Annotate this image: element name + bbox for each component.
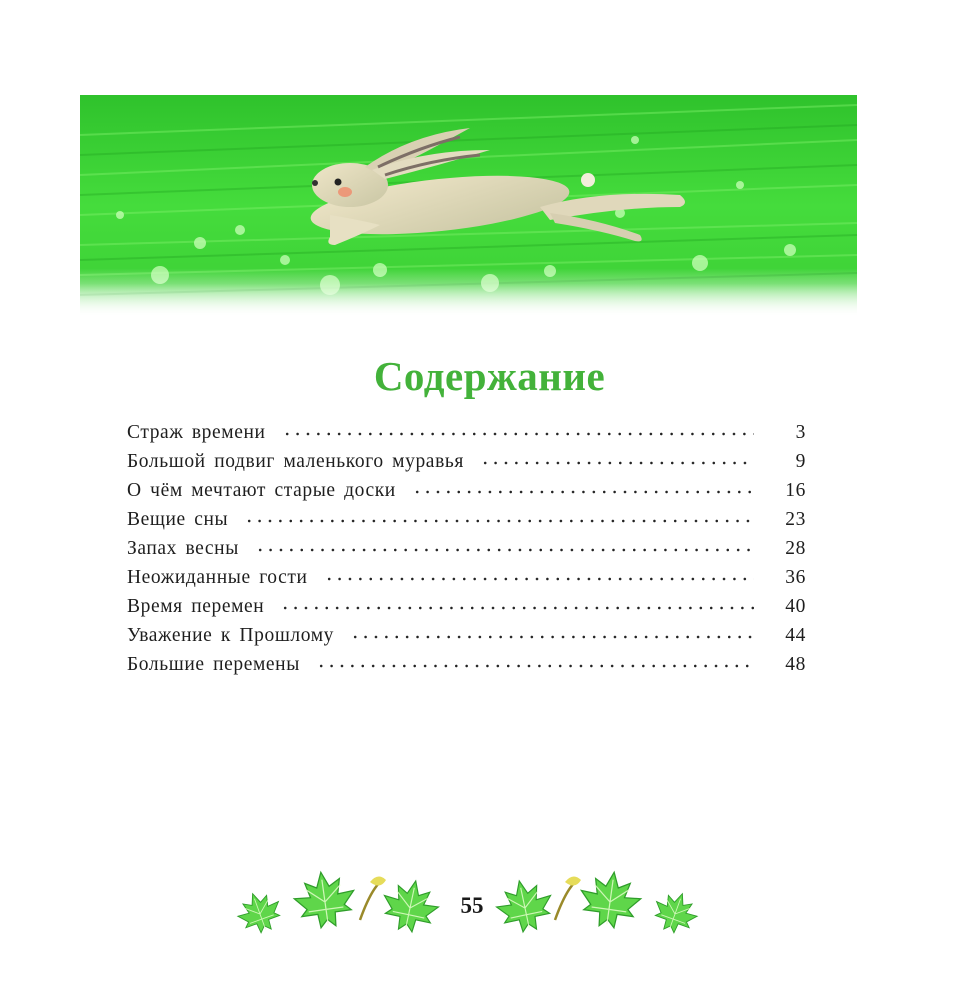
toc-entry[interactable] [127, 621, 806, 650]
toc-entry-title: Время перемен [127, 595, 265, 617]
toc-entry-page: 36 [785, 566, 806, 588]
toc-entry-title: О чём мечтают старые доски [127, 479, 396, 501]
toc-entry-title: Большой подвиг маленького муравья [127, 450, 464, 472]
dot-leader [350, 621, 754, 641]
running-hare-illustration-icon [80, 95, 857, 317]
toc-entry-page: 44 [785, 624, 806, 646]
dot-leader [324, 563, 754, 583]
dot-leader [255, 534, 754, 554]
toc-entry[interactable] [127, 592, 806, 621]
toc-entry-page: 16 [785, 479, 806, 501]
toc-entry-page: 23 [785, 508, 806, 530]
page-number: 55 [460, 893, 484, 918]
toc-entry[interactable] [127, 563, 806, 592]
dot-leader [280, 592, 754, 612]
banner-illustration [80, 95, 857, 317]
toc-entry-title: Запах весны [127, 537, 239, 559]
toc-entry[interactable] [127, 505, 806, 534]
toc-entry-page: 3 [795, 421, 806, 443]
dot-leader [282, 418, 754, 438]
toc-entry-title: Неожиданные гости [127, 566, 308, 588]
toc-entry[interactable] [127, 650, 806, 679]
dot-leader [480, 447, 754, 467]
toc-entry-title: Большие перемены [127, 653, 300, 675]
toc-entry-page: 48 [785, 653, 806, 675]
toc-entry-page: 28 [785, 537, 806, 559]
toc-entry-title: Страж времени [127, 421, 266, 443]
toc-entry-title: Вещие сны [127, 508, 229, 530]
toc-entry-title: Уважение к Прошлому [127, 624, 335, 646]
page-title: Содержание [373, 353, 606, 399]
toc-entry-page: 9 [795, 450, 806, 472]
dot-leader [244, 505, 754, 525]
toc-entry[interactable] [127, 476, 806, 505]
dot-leader [316, 650, 754, 670]
toc-entry-page: 40 [785, 595, 806, 617]
toc-entry[interactable] [127, 418, 806, 447]
toc-entry[interactable] [127, 447, 806, 476]
dot-leader [412, 476, 754, 496]
toc-entry[interactable] [127, 534, 806, 563]
table-of-contents [127, 418, 806, 679]
